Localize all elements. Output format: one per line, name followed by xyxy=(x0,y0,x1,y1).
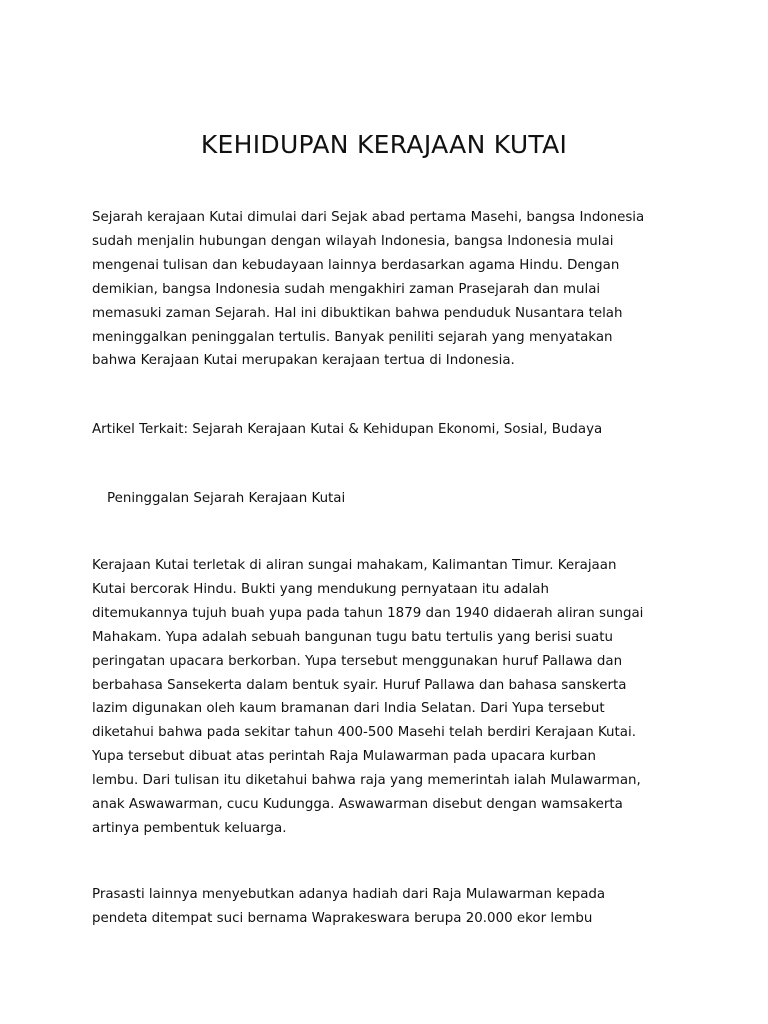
paragraph-line: peringatan upacara berkorban. Yupa tersebut menggunakan huruf Pallawa dan xyxy=(92,653,623,669)
paragraph-line: Kutai bercorak Hindu. Bukti yang mendukung pernyataan itu adalah xyxy=(92,581,549,597)
paragraph-line: demikian, bangsa Indonesia sudah mengakhiri zaman Prasejarah dan mulai xyxy=(92,281,601,297)
paragraph-line: lembu. Dari tulisan itu diketahui bahwa raja yang memerintah ialah Mulawarman, xyxy=(92,773,641,789)
paragraph-line: memasuki zaman Sejarah. Hal ini dibuktikan bahwa penduduk Nusantara telah xyxy=(92,305,623,321)
paragraph-line: sudah menjalin hubungan dengan wilayah Indonesia, bangsa Indonesia mulai xyxy=(92,233,614,249)
body-paragraph-inscription xyxy=(92,883,662,931)
paragraph-line: berbahasa Sansekerta dalam bentuk syair. Huruf Pallawa dan bahasa sanskerta xyxy=(92,677,627,693)
paragraph-line: ditemukannya tujuh buah yupa pada tahun 1879 dan 1940 didaerah aliran sungai xyxy=(92,605,644,621)
paragraph-line: bahwa Kerajaan Kutai merupakan kerajaan tertua di Indonesia. xyxy=(92,353,515,369)
related-article-line: Artikel Terkait: Sejarah Kerajaan Kutai & Kehidupan Ekonomi, Sosial, Budaya xyxy=(92,422,603,437)
paragraph-line: Yupa tersebut dibuat atas perintah Raja Mulawarman pada upacara kurban xyxy=(92,749,596,765)
body-paragraph-location xyxy=(92,554,662,841)
paragraph-line: Prasasti lainnya menyebutkan adanya hadiah dari Raja Mulawarman kepada xyxy=(92,887,606,902)
paragraph-line: pendeta ditempat suci bernama Waprakeswara berupa 20.000 ekor lembu xyxy=(92,910,593,926)
paragraph-line: mengenai tulisan dan kebudayaan lainnya berdasarkan agama Hindu. Dengan xyxy=(92,257,620,273)
paragraph-line: meninggalkan peninggalan tertulis. Banyak peniliti sejarah yang menyatakan xyxy=(92,329,613,345)
intro-paragraph xyxy=(92,206,662,373)
page-title: KEHIDUPAN KERAJAAN KUTAI xyxy=(200,130,568,159)
paragraph-line: artinya pembentuk keluarga. xyxy=(92,820,287,836)
subheading-text: Peninggalan Sejarah Kerajaan Kutai xyxy=(107,491,346,506)
paragraph-line: Mahakam. Yupa adalah sebuah bangunan tugu batu tertulis yang berisi suatu xyxy=(92,629,613,645)
paragraph-line: Sejarah kerajaan Kutai dimulai dari Sejak abad pertama Masehi, bangsa Indonesia xyxy=(92,210,645,225)
paragraph-line: anak Aswawarman, cucu Kudungga. Aswawarman disebut dengan wamsakerta xyxy=(92,797,623,813)
related-article-text xyxy=(92,418,662,442)
paragraph-line: lazim digunakan oleh kaum bramanan dari India Selatan. Dari Yupa tersebut xyxy=(92,701,605,717)
paragraph-line: diketahui bahwa pada sekitar tahun 400-500 Masehi telah berdiri Kerajaan Kutai. xyxy=(92,725,636,741)
paragraph-line: Kerajaan Kutai terletak di aliran sungai mahakam, Kalimantan Timur. Kerajaan xyxy=(92,558,617,573)
section-subheading xyxy=(107,487,677,511)
